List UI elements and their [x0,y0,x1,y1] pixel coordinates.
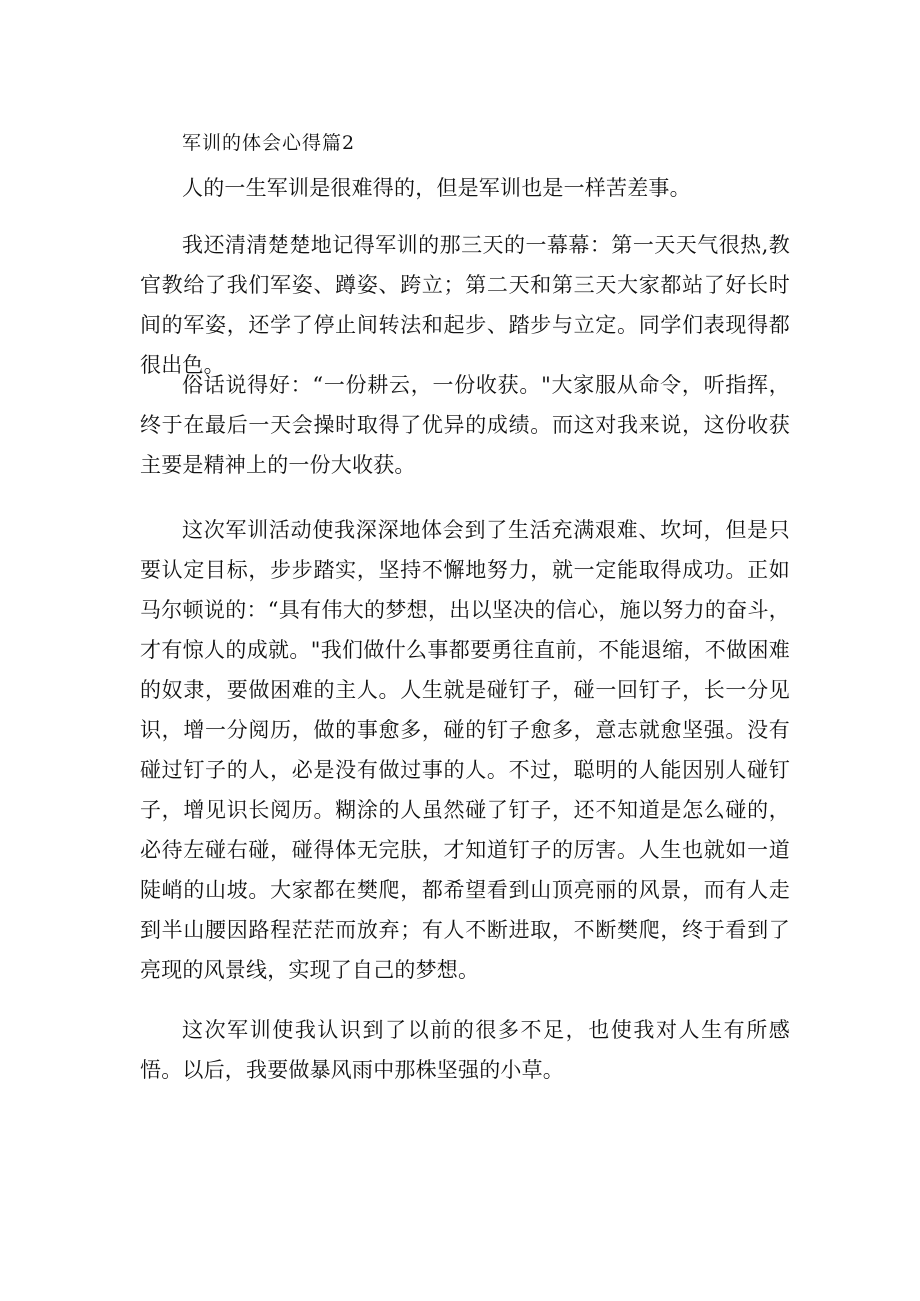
paragraph-4: 这次军训活动使我深深地体会到了生活充满艰难、坎坷，但是只要认定目标，步步踏实，坚持不懈地努力，就一定能取得成功。正如马尔顿说的：“具有伟大的梦想，出以坚决的信心，施以努力的奋斗，才有惊人的成就。"我们做什么事都要勇往直前，不能退缩，不做困难的奴隶，要做困难的主人。人生就是碰钉子，碰一回钉子，长一分见识，增一分阅历，做的事愈多，碰的钉子愈多，意志就愈坚强。没有碰过钉子的人，必是没有做过事的人。不过，聪明的人能因别人碰钉子，增见识长阅历。糊涂的人虽然碰了钉子，还不知道是怎么碰的，必待左碰右碰，碰得体无完肤，才知道钉子的厉害。人生也就如一道陡峭的山坡。大家都在樊爬，都希望看到山顶亮丽的风景，而有人走到半山腰因路程茫茫而放弃；有人不断进取，不断樊爬，终于看到了亮现的风景线，实现了自己的梦想。 [140,518,790,982]
paragraph-2: 我还清清楚楚地记得军训的那三天的一幕幕：第一天天气很热,教官教给了我们军姿、蹲姿、跨立；第二天和第三天大家都站了好长时间的军姿，还学了停止间转法和起步、踏步与立定。同学们表现得都很出色。 [140,233,790,377]
paragraph-5: 这次军训使我认识到了以前的很多不足，也使我对人生有所感悟。以后，我要做暴风雨中那株坚强的小草。 [140,1018,790,1082]
document-title: 军训的体会心得篇2 [182,132,356,154]
paragraph-3: 俗话说得好：“一份耕云，一份收获。"大家服从命令，听指挥，终于在最后一天会操时取得了优异的成绩。而这对我来说，这份收获主要是精神上的一份大收获。 [140,373,790,477]
paragraph-1: 人的一生军训是很难得的，但是军训也是一样苦差事。 [182,176,691,200]
